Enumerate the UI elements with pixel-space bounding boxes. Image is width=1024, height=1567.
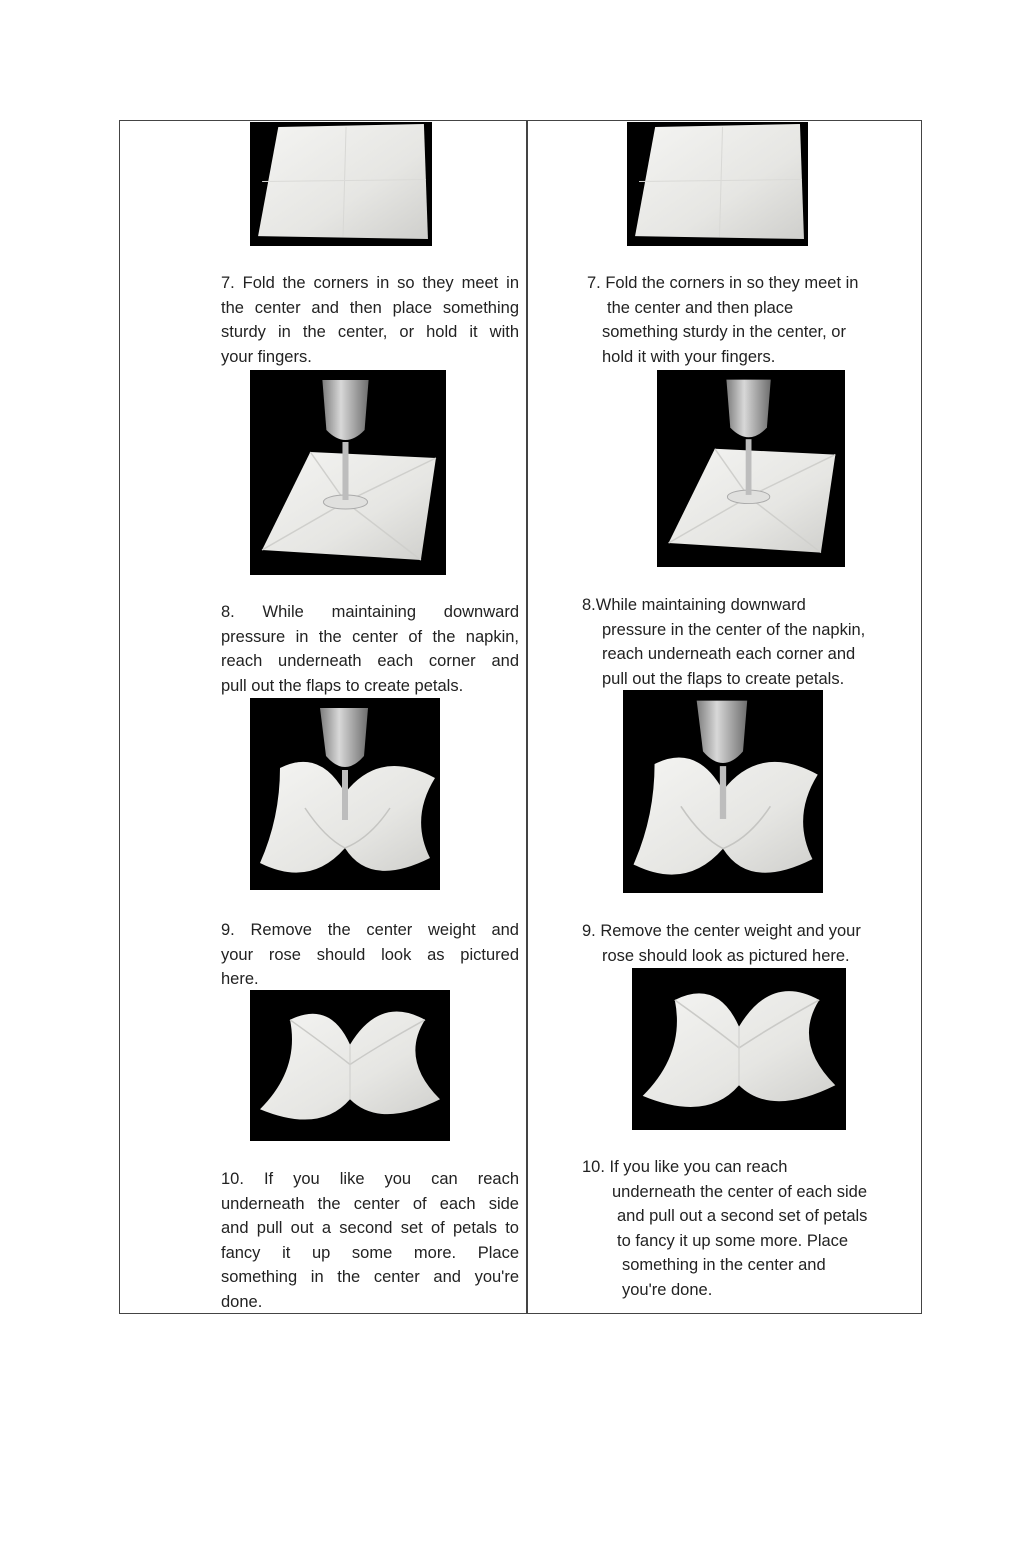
text-line: and pull out a second set of petals [617,1207,868,1225]
photo-folded-square-left [250,122,432,246]
photo-rose-right [632,968,846,1130]
column-divider [526,120,528,1314]
text-line: pressure in the center of the napkin, [602,620,866,639]
text-line: reach underneath each corner and [602,645,856,663]
text-line: your rose should look as pictured [221,945,519,964]
text-line: hold it with your fingers. [602,347,776,366]
text-line: sturdy in the center, or hold it with [221,323,519,341]
text-line: rose should look as pictured here. [602,946,850,965]
text-line: the center and then place [607,298,794,317]
folded-napkin-illustration [627,122,808,246]
text-line: underneath the center of each side [612,1182,868,1201]
text-line: pull out the flaps to create petals. [602,669,845,688]
text-line: to fancy it up some more. Place [617,1231,849,1250]
text-line: something in the center and [622,1256,826,1274]
text-line: reach underneath each corner and [221,652,519,670]
text-line: pressure in the center of the napkin, [221,627,519,646]
photo-petals-with-glass-left [250,698,440,890]
text-line: 10. If you like you can reach [582,1158,788,1176]
text-line: something sturdy in the center, or [602,323,846,341]
step10-text-right [582,1155,907,1302]
text-line: the center and then place something [221,298,519,317]
step9-text-right [582,919,907,968]
step8-text-left [221,600,519,698]
step9-text-left [221,918,519,992]
text-line: and pull out a second set of petals to [221,1219,519,1237]
step7-text-right [587,271,907,369]
text-line: 8.While maintaining downward [582,596,806,614]
text-line: 9. Remove the center weight and your [582,922,861,940]
photo-napkin-with-glass-left [250,370,446,575]
text-line: 7. Fold the corners in so they meet in [587,274,859,292]
napkin-glass-illustration [657,370,845,567]
text-line: something in the center and you're [221,1268,519,1286]
text-line: 7. Fold the corners in so they meet in [221,274,519,292]
photo-folded-square-right [627,122,808,246]
photo-petals-with-glass-right [623,690,823,893]
text-line: pull out the flaps to create petals. [221,676,464,695]
petals-glass-illustration [250,698,440,890]
text-line: fancy it up some more. Place [221,1243,519,1262]
text-line: 10. If you like you can reach [221,1170,519,1188]
text-line: 9. Remove the center weight and [221,921,519,939]
text-line: here. [221,970,259,988]
text-line: underneath the center of each side [221,1194,519,1213]
step8-text-right [582,593,907,691]
step7-text-left [221,271,519,369]
text-line: done. [221,1292,263,1311]
photo-rose-left [250,990,450,1141]
text-line: 8. While maintaining downward [221,603,519,621]
photo-napkin-with-glass-right [657,370,845,567]
text-line: you're done. [622,1280,713,1299]
napkin-glass-illustration [250,370,446,575]
petals-glass-illustration [623,690,823,893]
text-line: your fingers. [221,347,312,366]
step10-text-left [221,1167,519,1314]
rose-illustration [632,968,846,1130]
folded-napkin-illustration [250,122,432,246]
rose-illustration [250,990,450,1141]
